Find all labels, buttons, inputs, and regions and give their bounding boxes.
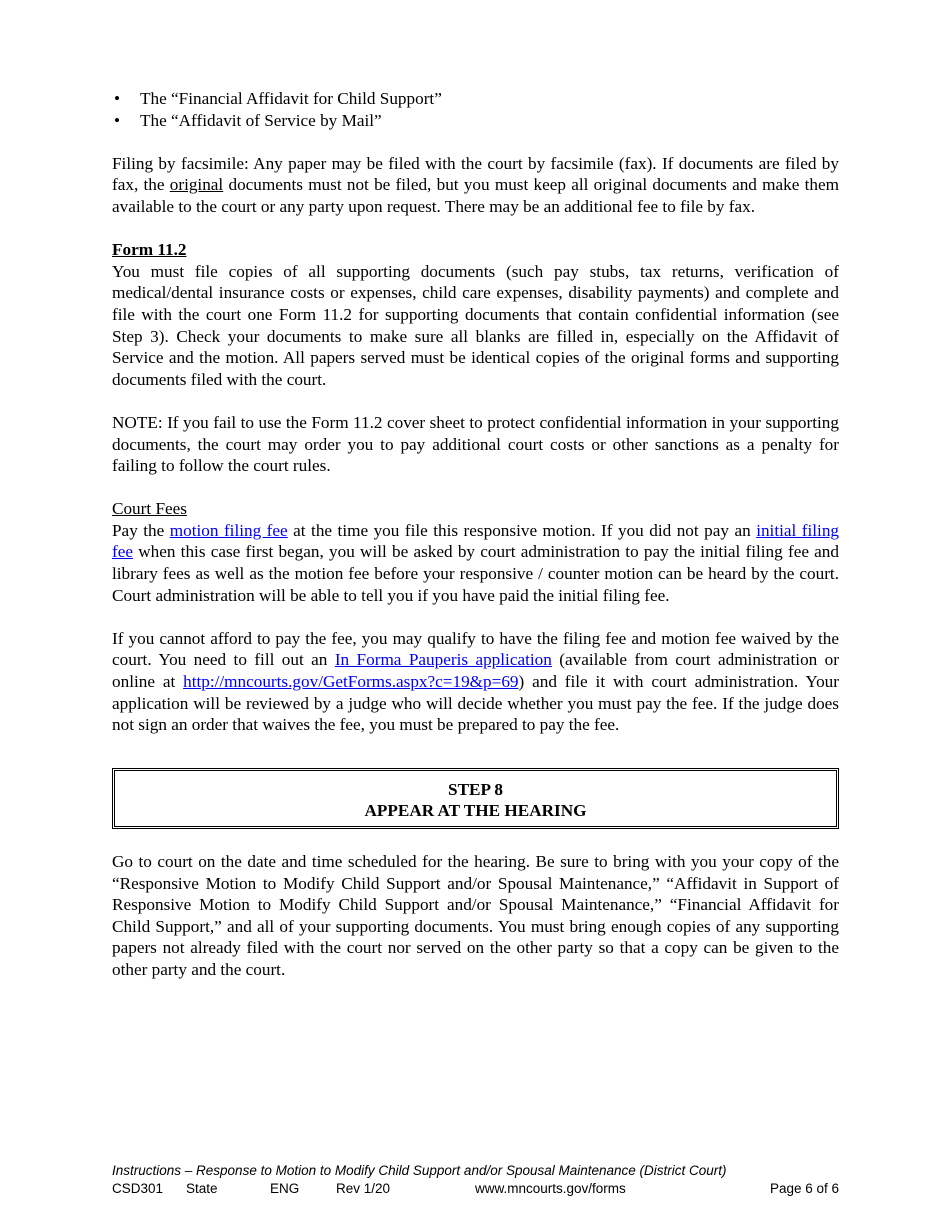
revision: Rev 1/20	[336, 1181, 391, 1196]
document-body	[112, 88, 839, 981]
form-11-2-paragraph: You must file copies of all supporting documents (such pay stubs, tax returns, verification of medical/dental insurance costs or expenses, child care expenses, disability payments) and complete and file with the court one Form 11.2 for supporting documents that contain confidential information (see Step 3). Check your documents to make sure all blanks are filled in, especially on the Affidavit of Service and the motion. All papers served must be identical copies of the original forms and supporting documents filed with the court.	[112, 261, 839, 389]
footer-title: Instructions – Response to Motion to Modify Child Support and/or Spousal Maintenance (District Court)	[112, 1163, 727, 1178]
court-fees-paragraph: Pay the motion filing fee at the time you file this responsive motion. If you did not pay an initial filing fee when this case first began, you will be asked by court administration to pay the initial filing fee and library fees as well as the motion fee before your responsive / counter motion can be heard by the court. Court administration will be able to tell you if you have paid the initial filing fee.	[112, 520, 840, 605]
list-item-text: The “Financial Affidavit for Child Support”	[140, 89, 442, 108]
footer-website: www.mncourts.gov/forms	[475, 1181, 626, 1196]
bullet-icon: •	[114, 110, 121, 130]
motion-filing-fee-link[interactable]: motion filing fee	[169, 520, 288, 540]
list-item	[112, 88, 839, 110]
page-number: Page 6 of 6	[769, 1181, 839, 1196]
language: ENG	[270, 1181, 300, 1196]
required-forms-list	[112, 88, 839, 131]
form-11-2-heading: Form 11.2	[112, 240, 187, 260]
initial-filing-fee-link[interactable]: initial filing fee	[112, 520, 840, 562]
step-8-box	[112, 768, 839, 829]
note-paragraph: NOTE: If you fail to use the Form 11.2 cover sheet to protect confidential information in your supporting documents, the court may order you to pay additional court costs or other sanctions as a penalty for failing to follow the court rules.	[112, 412, 839, 476]
fax-paragraph: Filing by facsimile: Any paper may be filed with the court by facsimile (fax). If documents are filed by fax, the original documents must not be filed, but you must keep all original documents and make them available to the court or any party upon request. There may be an additional fee to file by fax.	[112, 153, 839, 216]
jurisdiction: State	[186, 1181, 218, 1196]
bullet-icon: •	[114, 89, 121, 108]
form-code: CSD301	[112, 1181, 164, 1196]
step-number: STEP 8	[448, 779, 503, 799]
in-forma-pauperis-link[interactable]: In Forma Pauperis application	[334, 650, 552, 670]
page-footer	[112, 1162, 839, 1198]
footer-meta-row	[112, 1180, 839, 1198]
court-fees-heading: Court Fees	[112, 499, 187, 519]
hearing-paragraph: Go to court on the date and time scheduled for the hearing. Be sure to bring with you your copy of the “Responsive Motion to Modify Child Support and/or Spousal Maintenance,” “Affidavit in Support of Responsive Motion to Modify Child Support and/or Spousal Maintenance,” “Financial Affidavit for Child Support,” and all of your supporting documents. You must bring enough copies of any supporting papers not already filed with the court nor served on the other party so that a copy can be given to the other party and the court.	[112, 852, 839, 979]
list-item	[112, 110, 839, 132]
original-emphasis: original	[169, 175, 224, 195]
get-forms-url-link[interactable]: http://mncourts.gov/GetForms.aspx?c=19&p=69	[183, 672, 519, 692]
list-item-text: The “Affidavit of Service by Mail”	[140, 110, 382, 130]
fee-waiver-paragraph: If you cannot afford to pay the fee, you may qualify to have the filing fee and motion fee waived by the court. You need to fill out an In Forma Pauperis application (available from court administration or online at http://mncourts.gov/GetForms.aspx?c=19&p=69) and file it with court administration. Your application will be reviewed by a judge who will decide whether you must pay the fee. If the judge does not sign an order that waives the fee, you must be prepared to pay the fee.	[112, 628, 839, 735]
step-title: APPEAR AT THE HEARING	[364, 801, 587, 821]
